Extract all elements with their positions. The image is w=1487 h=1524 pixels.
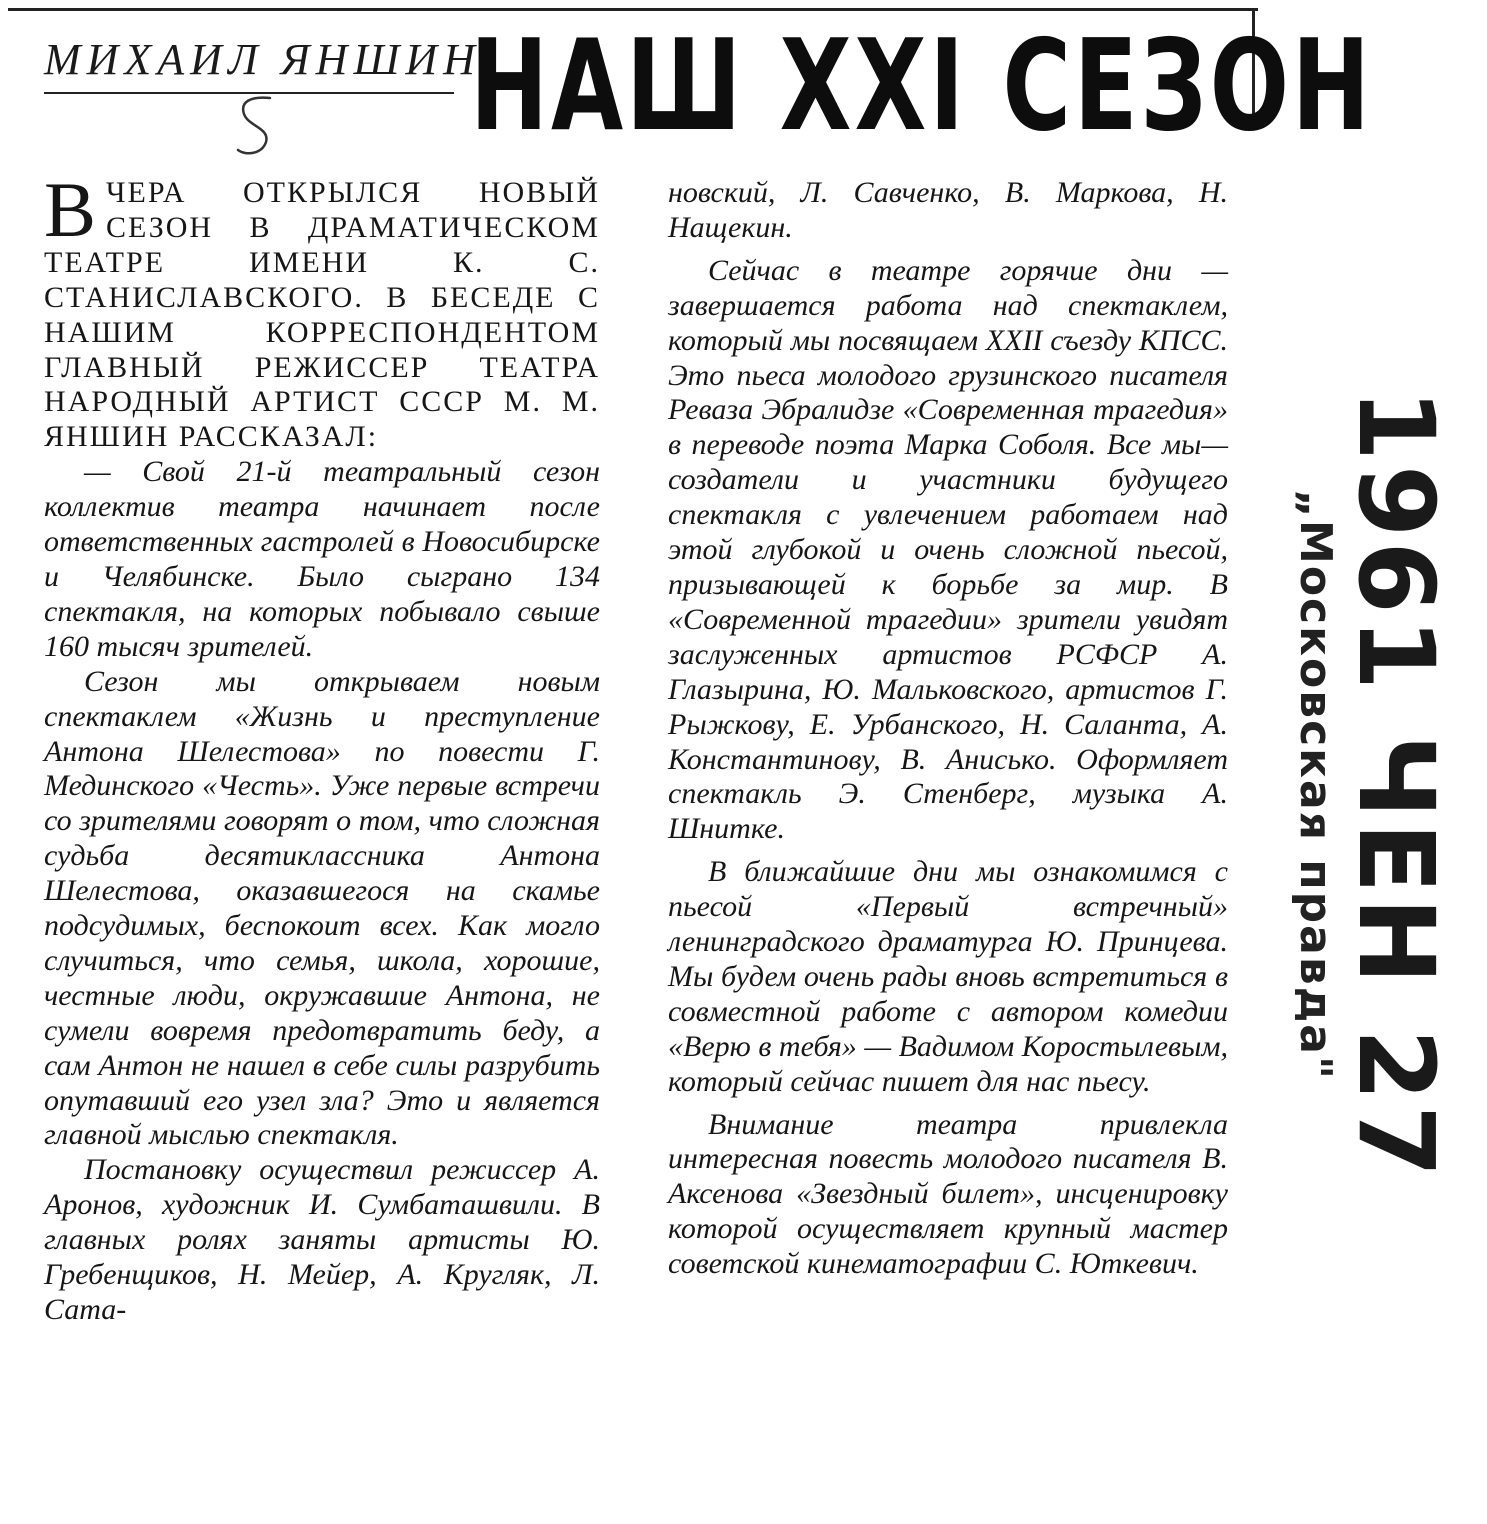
handwritten-mark-icon: [230, 92, 280, 162]
paragraph: Сейчас в театре горячие дни — завершается работа над спектаклем, который мы посвящаем XXII съезду КПСС. Это пьеса молодого грузинского писателя Реваза Эбралидзе «Современная трагедия» в переводе поэта Марка Соболя. Все мы—создатели и участники будущего спектакля с увлечением работаем над этой глубокой и очень сложной пьесой, призывающей к борьбе за мир. В «Современной трагедии» зрители увидят заслуженных артистов РСФСР А. Глазырина, Ю. Мальковского, артистов Г. Рыжкову, Е. Урбанского, Н. Саланта, А. Константинову, В. Анисько. Оформляет спектакль Э. Стенберг, музыка А. Шнитке.: [668, 253, 1228, 846]
article-lead: [44, 166, 600, 455]
byline: МИХАИЛ ЯНШИН:: [44, 35, 502, 84]
top-rule: [8, 8, 1258, 11]
drop-cap: В: [44, 166, 99, 253]
paragraph: — Свой 21-й театральный сезон коллектив театра начинает после ответственных гастролей в Новосибирске и Челябинске. Было сыграно 134 спектакля, на которых побывало свыше 160 тысяч зрителей.: [44, 455, 600, 663]
article-column-2: [668, 176, 1228, 1282]
article-column-1: [44, 166, 600, 1328]
paragraph-continuation: новский, Л. Савченко, В. Маркова, Н. Нащекин.: [668, 176, 1228, 244]
stamp-source: „Московская правда": [1290, 489, 1341, 1081]
paragraph: В ближайшие дни мы ознакомимся с пьесой «Первый встречный» ленинградского драматурга Ю. Принцева. Мы будем очень рады вновь встретиться в совместной работе с автором комедии «Верю в тебя» — Вадимом Коростылевым, который сейчас пишет для нас пьесу.: [668, 855, 1228, 1098]
paragraph: Внимание театра привлекла интересная повесть молодого писателя В. Аксенова «Звездный билет», инсценировку которой осуществляет крупный мастер советской кинематографии С. Юткевич.: [668, 1107, 1228, 1281]
paragraph: Сезон мы открываем новым спектаклем «Жизнь и преступление Антона Шелестова» по повести Г. Мединского «Честь». Уже первые встречи со зрителями говорят о том, что сложная судьба десятиклассника Антона Шелестова, оказавшегося на скамье подсудимых, беспокоит всех. Как могло случиться, что семья, школа, хорошие, честные люди, окружавшие Антона, не сумели вовремя предотвратить беду, а сам Антон не нашел в себе силы разрубить опутавший его узел зла? Это и является главной мыслью спектакля.: [44, 664, 600, 1152]
paragraph: Постановку осуществил режиссер А. Аронов, художник И. Сумбаташвили. В главных ролях заняты артисты Ю. Гребенщиков, Н. Мейер, А. Кругляк, Л. Сата-: [44, 1153, 600, 1326]
stamp-date: 1961 ЧЕН 27: [1335, 388, 1457, 1182]
date-stamp: [1270, 260, 1470, 1310]
lead-text: ЧЕРА ОТКРЫЛСЯ НОВЫЙ СЕЗОН В ДРАМАТИЧЕСКОМ ТЕАТРЕ ИМЕНИ К. С. СТАНИСЛАВСКОГО. В БЕСЕДЕ С НАШИМ КОРРЕСПОНДЕНТОМ ГЛАВНЫЙ РЕЖИССЕР ТЕАТРА НАРОДНЫЙ АРТИСТ СССР М. М. ЯНШИН РАССКАЗАЛ:: [44, 176, 600, 454]
headline: НАШ XXI СЕЗОН: [470, 12, 1373, 159]
